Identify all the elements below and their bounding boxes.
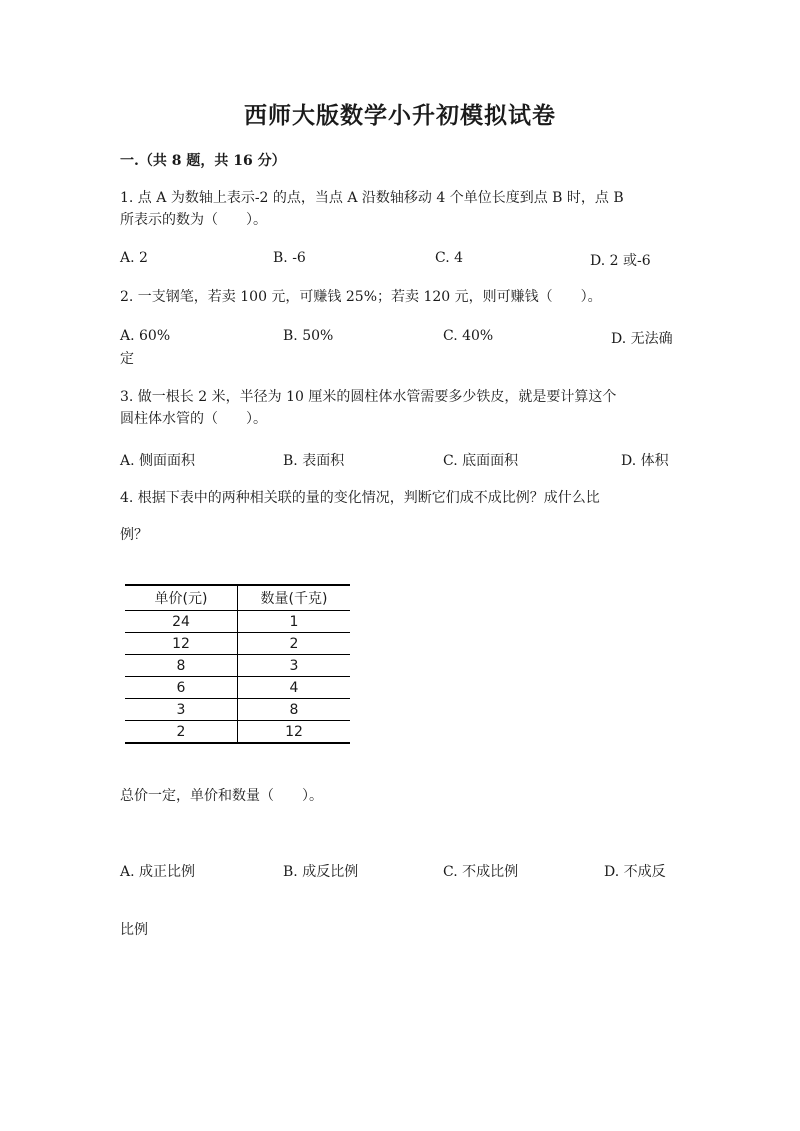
question-2-option-d[interactable]: D. 无法确 (611, 331, 673, 347)
question-3-line-1: 3. 做一根长 2 米，半径为 10 厘米的圆柱体水管需要多少铁皮，就是要计算这个 (120, 389, 617, 405)
question-3-option-d[interactable]: D. 体积 (621, 453, 669, 469)
table-header-unit-price: 单价(元) (125, 585, 238, 611)
page-title: 西师大版数学小升初模拟试卷 (244, 102, 556, 129)
table-cell: 8 (125, 655, 238, 677)
table-header-row (125, 585, 350, 611)
question-1-option-a[interactable]: A. 2 (120, 250, 148, 266)
question-2-option-a[interactable]: A. 60% (120, 328, 171, 344)
table-cell: 3 (125, 699, 238, 721)
question-4-option-b[interactable]: B. 成反比例 (283, 864, 359, 880)
table-cell: 24 (125, 611, 238, 633)
question-4-prompt: 总价一定，单价和数量（ ）。 (120, 788, 323, 804)
question-2-option-d-wrap: 定 (120, 351, 134, 367)
table-cell: 8 (238, 699, 351, 721)
table-row (125, 633, 350, 655)
table-cell: 12 (238, 721, 351, 744)
table-row (125, 655, 350, 677)
question-4-option-a[interactable]: A. 成正比例 (120, 864, 196, 880)
table-row (125, 699, 350, 721)
data-table (125, 584, 350, 744)
table-header-quantity: 数量(千克) (238, 585, 351, 611)
question-2-line-1: 2. 一支钢笔，若卖 100 元，可赚钱 25%；若卖 120 元，则可赚钱（ ）。 (120, 289, 602, 305)
table-cell: 12 (125, 633, 238, 655)
question-1-option-c[interactable]: C. 4 (435, 250, 464, 266)
question-4-option-c[interactable]: C. 不成比例 (443, 864, 519, 880)
question-1-option-b[interactable]: B. -6 (273, 250, 306, 266)
table-row (125, 677, 350, 699)
section-heading: 一.（共 8 题，共 16 分） (120, 153, 286, 169)
question-3-line-2: 圆柱体水管的（ ）。 (120, 411, 267, 427)
table-cell: 1 (238, 611, 351, 633)
question-3-option-a[interactable]: A. 侧面面积 (120, 453, 196, 469)
question-1-option-d[interactable]: D. 2 或-6 (590, 253, 651, 269)
question-2-option-b[interactable]: B. 50% (283, 328, 334, 344)
table-row (125, 721, 350, 744)
table-cell: 2 (238, 633, 351, 655)
table-cell: 6 (125, 677, 238, 699)
question-1-line-1: 1. 点 A 为数轴上表示-2 的点，当点 A 沿数轴移动 4 个单位长度到点 B 时，点 B (120, 190, 624, 206)
table-cell: 3 (238, 655, 351, 677)
question-2-option-c[interactable]: C. 40% (443, 328, 494, 344)
table-cell: 2 (125, 721, 238, 744)
question-4-option-d[interactable]: D. 不成反 (604, 864, 666, 880)
table-row (125, 611, 350, 633)
question-4-line-1: 4. 根据下表中的两种相关联的量的变化情况，判断它们成不成比例？成什么比 (120, 490, 600, 506)
table-cell: 4 (238, 677, 351, 699)
question-3-option-c[interactable]: C. 底面面积 (443, 453, 519, 469)
question-4-option-d-wrap: 比例 (120, 922, 148, 938)
question-4-line-2: 例？ (120, 527, 148, 543)
question-3-option-b[interactable]: B. 表面积 (283, 453, 345, 469)
question-1-line-2: 所表示的数为（ ）。 (120, 212, 267, 228)
